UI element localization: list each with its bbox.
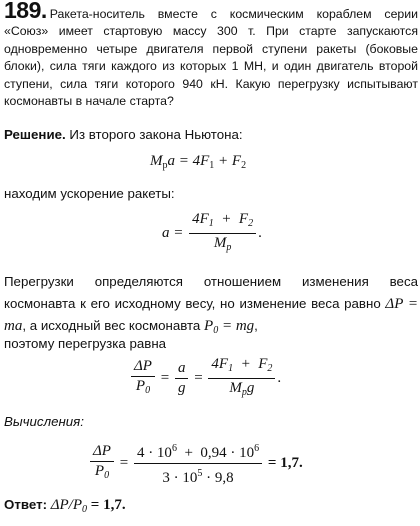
newton-rhs: a = 4F (167, 153, 210, 169)
overload-frac-forces: $\frac{4F_1 + F_2}{M_рg}$ (208, 356, 275, 401)
answer-formula: $\Delta P/P_0 = 1,7$. (50, 497, 126, 515)
newton-f1-sub: 1 (209, 160, 215, 171)
newton-f2-sub: 2 (241, 160, 247, 171)
calc-frac-values: $\frac{4 \cdot 10^6 + 0,94 \cdot 10^6}{3 \cdot 10^5 \cdot 9,8}$ (134, 440, 262, 487)
accel-lhs: a = (162, 224, 184, 241)
accel-denominator: $M_р$ (213, 235, 232, 253)
overload-frac-dp: $\frac{\Delta P}{P_0}$ (131, 358, 155, 399)
paragraph-eq-p0: $P_0$ = mg (204, 318, 255, 336)
accel-end: . (258, 224, 262, 241)
newton-lhs: M (150, 153, 163, 169)
calc-frac-dp: $\frac{\Delta P}{P_0}$ (90, 443, 114, 484)
newton-equation (150, 153, 246, 171)
paragraph-end: , (254, 318, 258, 333)
solution-intro-text: Из второго закона Ньютона: (69, 127, 243, 142)
answer-label: Ответ: (4, 497, 48, 512)
calc-result: = 1,7. (267, 454, 303, 471)
paragraph-text-2: , а исходный вес космонавта (22, 318, 201, 333)
problem-number: 189. (4, 0, 47, 23)
overload-equation (129, 356, 281, 401)
newton-lhs-sub: р (162, 160, 168, 171)
calc-eq: = (119, 454, 129, 471)
paragraph-2: поэтому перегрузка равна (4, 336, 167, 351)
overload-end: . (277, 369, 282, 386)
accel-fraction (189, 211, 256, 256)
solution-label: Решение. (4, 127, 66, 142)
paragraph-text-1: Перегрузки определяются отношением изменения веса космонавта к его исходному весу, но изменение веса равно (4, 274, 418, 311)
overload-eq1: = (160, 369, 170, 386)
calc-label: Вычисления: (4, 414, 84, 429)
paragraph-eq-dp: ΔP = ma (4, 295, 418, 334)
problem-statement (4, 2, 418, 110)
accel-numerator: $4F_1 + F_2$ (189, 211, 256, 234)
problem-text: Ракета-носитель вместе с космическим кораблем серии «Союз» имеет стартовую массу 300 т. При старте запускаются одновременно четыре двигателя первой ступени ракеты (боковые блоки), сила тяги каждого из которых 1 МН, и один двигатель второй ступени, сила тяги которого 940 кН. Какую перегрузку испытывают космонавты в начале старта? (4, 7, 418, 109)
overload-frac-ag: $\frac{a}{g}$ (175, 360, 189, 397)
accel-intro: находим ускорение ракеты: (4, 186, 175, 201)
solution-intro-line (4, 127, 243, 142)
newton-plus: + F (214, 153, 242, 169)
overload-eq2: = (194, 369, 203, 386)
answer-line (4, 497, 126, 515)
overload-paragraph (4, 271, 418, 342)
accel-equation (162, 211, 262, 256)
calc-equation (88, 440, 303, 487)
